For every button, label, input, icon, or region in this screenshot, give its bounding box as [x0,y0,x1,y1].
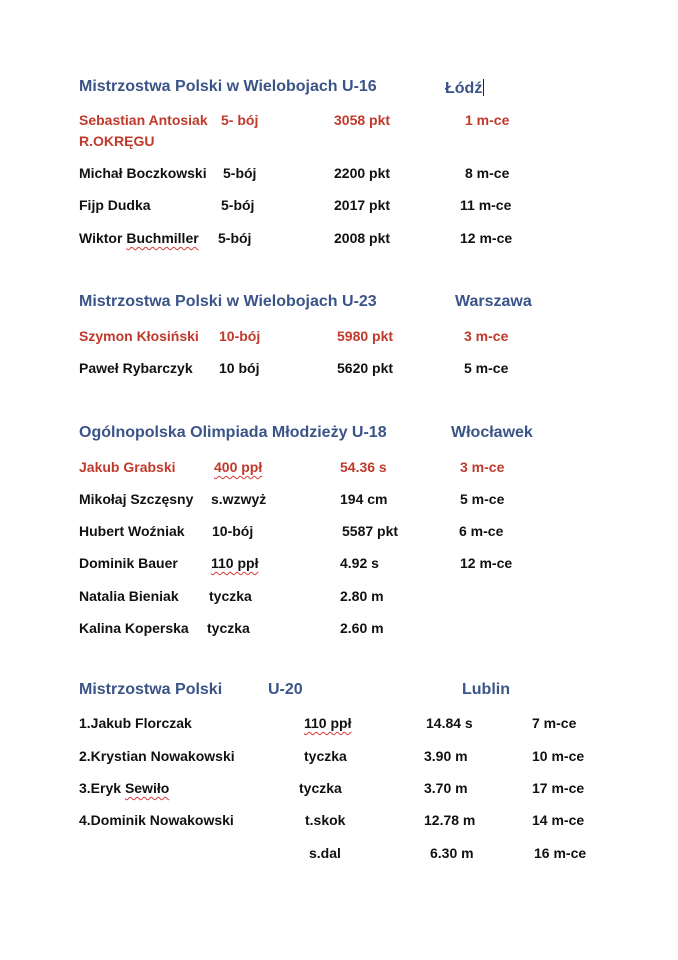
result: 5587 pkt [342,523,399,539]
placement: 8 m-ce [465,165,510,181]
result: 4.92 s [340,555,379,571]
placement: 7 m-ce [532,715,577,731]
athlete-name: Natalia Bieniak [79,588,179,604]
placement: 12 m-ce [460,555,513,571]
event: 5-bój [218,230,252,246]
athlete-name: Sebastian Antosiak [79,112,208,128]
section-category: U-20 [268,681,303,698]
athlete-name: Jakub Grabski [79,459,176,475]
result: 2.60 m [340,620,384,636]
placement: 3 m-ce [460,459,505,475]
event: 10-bój [212,523,254,539]
athlete-name: Wiktor Buchmiller [79,230,199,246]
text-cursor [483,79,484,96]
athlete-name: Fijp Dudka [79,197,151,213]
result: 5980 pkt [337,328,394,344]
event: tyczka [304,748,347,764]
athlete-name: 3.Eryk Sewiło [79,780,170,796]
result: 14.84 s [426,715,473,731]
placement: 5 m-ce [464,360,509,376]
placement: 5 m-ce [460,491,505,507]
event: 110 ppł [211,555,259,571]
placement: 16 m-ce [534,845,587,861]
athlete-name: Hubert Woźniak [79,523,185,539]
event: tyczka [207,620,250,636]
result: 3.70 m [424,780,468,796]
section-title: Mistrzostwa Polski [79,681,223,698]
event: tyczka [299,780,342,796]
event: 10-bój [219,328,261,344]
result: 5620 pkt [337,360,394,376]
result: 3058 pkt [334,112,391,128]
section-title: Ogólnopolska Olimpiada Młodzieży U-18 [79,424,387,441]
event: tyczka [209,588,252,604]
spellcheck-word: Buchmiller [126,230,199,246]
placement: 17 m-ce [532,780,585,796]
placement: 6 m-ce [459,523,504,539]
placement: 12 m-ce [460,230,513,246]
event: 5-bój [221,197,255,213]
result: 2017 pkt [334,197,391,213]
result: 2.80 m [340,588,384,604]
athlete-name: Michał Boczkowski [79,165,207,181]
spellcheck-word: Sewiło [124,780,170,796]
result: 2008 pkt [334,230,391,246]
event: 110 ppł [304,715,352,731]
section-title: Mistrzostwa Polski w Wielobojach U-23 [79,293,377,310]
result: 2200 pkt [334,165,391,181]
section-place: Lublin [462,681,510,698]
event: 400 ppł [214,459,263,475]
section-title: Mistrzostwa Polski w Wielobojach U-16 [79,78,377,95]
result: 3.90 m [424,748,468,764]
event: 5- bój [221,112,259,128]
section-place: Łódź [445,80,483,97]
event: t.skok [305,812,346,828]
athlete-name: Szymon Kłosiński [79,328,199,344]
event: s.dal [309,845,341,861]
placement: 11 m-ce [460,197,512,213]
athlete-name: Kalina Koperska [79,620,189,636]
placement: 10 m-ce [532,748,585,764]
event: s.wzwyż [211,491,267,507]
result: 12.78 m [424,812,476,828]
placement: 3 m-ce [464,328,509,344]
athlete-name: 4.Dominik Nowakowski [79,812,234,828]
result: 6.30 m [430,845,474,861]
result: 54.36 s [340,459,387,475]
event: 5-bój [223,165,257,181]
placement: 1 m-ce [465,112,510,128]
athlete-name: 2.Krystian Nowakowski [79,748,235,764]
athlete-name: 1.Jakub Florczak [79,715,192,731]
athlete-name: Paweł Rybarczyk [79,360,193,376]
athlete-name: Mikołaj Szczęsny [79,491,194,507]
result: 194 cm [340,491,388,507]
placement: 14 m-ce [532,812,585,828]
section-place: Włocławek [451,424,533,441]
event: 10 bój [219,360,260,376]
section-place: Warszawa [455,293,532,310]
athlete-note: R.OKRĘGU [79,133,155,149]
athlete-name: Dominik Bauer [79,555,178,571]
